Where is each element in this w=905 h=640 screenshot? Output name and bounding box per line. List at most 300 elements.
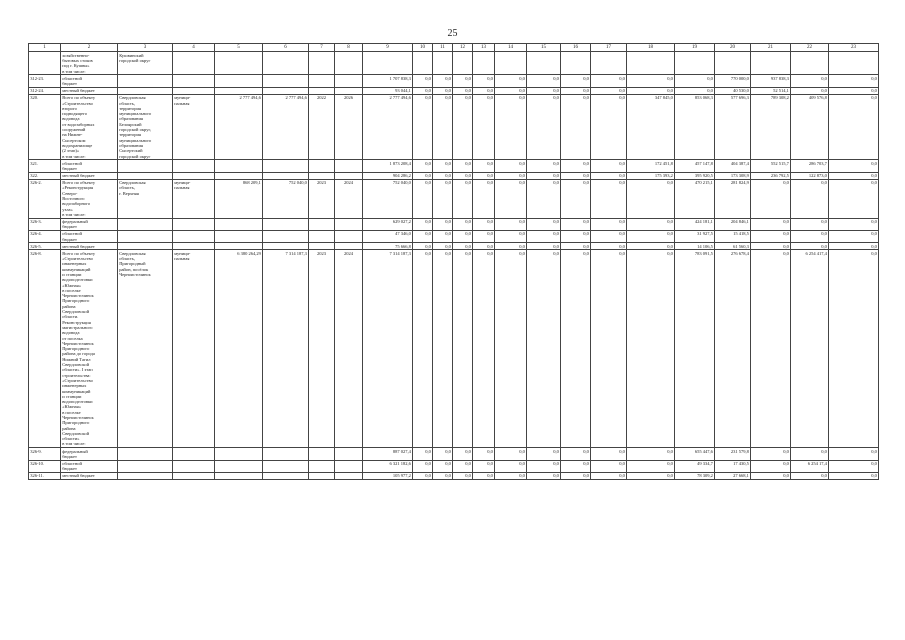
table-cell: 0,0 — [527, 472, 561, 479]
table-cell: 409 576,8 — [791, 94, 829, 159]
table-row — [29, 179, 879, 218]
table-cell: 0,0 — [791, 218, 829, 230]
table-cell: 0,0 — [413, 94, 433, 159]
table-cell: 0,0 — [473, 75, 495, 87]
table-cell: 0,0 — [413, 75, 433, 87]
table-cell: 0,0 — [413, 172, 433, 179]
table-cell: 0,0 — [527, 230, 561, 242]
table-cell: Всего по объекту «Строительство инженерных коммуникаций и станции водоподготовки «Южная» в поселке Черноисточинск Пригородного района Свердловской области. Реконструкция магистрального водовода от поселка Черноисточинск Пригородного района до города Нижний Тагил Свердловской области». I этап строительства: «Строительство инженерных коммуникаций и станции водоподготовки «Южная» в поселке Черноисточинск Пригородного района Свердловской области» в том числе: — [61, 250, 118, 448]
table-cell: 0,0 — [453, 230, 473, 242]
table-cell — [433, 52, 453, 75]
table-cell: 0,0 — [527, 179, 561, 218]
column-header: 8 — [335, 44, 363, 52]
table-cell: 326-4. — [29, 230, 61, 242]
table-cell: 0,0 — [527, 94, 561, 159]
table-cell: 0,0 — [527, 460, 561, 472]
table-cell — [118, 75, 173, 87]
table-cell: 326-11. — [29, 472, 61, 479]
table-cell — [715, 52, 751, 75]
table-cell: 0,0 — [791, 243, 829, 250]
table-cell — [751, 52, 791, 75]
table-cell: 2 777 494,6 — [263, 94, 309, 159]
table-cell — [627, 52, 675, 75]
table-cell: 2023 — [309, 179, 335, 218]
table-cell: 0,0 — [561, 172, 591, 179]
table-cell: 0,0 — [591, 230, 627, 242]
table-cell — [173, 75, 215, 87]
table-cell: местный бюджет — [61, 472, 118, 479]
table-cell: 78 309,2 — [675, 472, 715, 479]
table-cell — [309, 75, 335, 87]
table-cell — [263, 87, 309, 94]
table-cell: 0,0 — [473, 172, 495, 179]
table-cell: 0,0 — [453, 448, 473, 460]
column-header: 22 — [791, 44, 829, 52]
table-cell — [215, 448, 263, 460]
table-cell: 276 678,4 — [715, 250, 751, 448]
table-cell: 15 418,5 — [715, 230, 751, 242]
table-cell: 0,0 — [627, 243, 675, 250]
table-cell: 0,0 — [561, 460, 591, 472]
table-cell: 122 873,0 — [791, 172, 829, 179]
table-cell: 7 314 187,3 — [363, 250, 413, 448]
table-cell — [309, 472, 335, 479]
column-header: 16 — [561, 44, 591, 52]
table-cell: 552 515,7 — [751, 160, 791, 172]
table-cell: Всего по объекту «Реконструкция Северо- Восточного водозаборного узла» в том числе: — [61, 179, 118, 218]
table-cell: 0,0 — [473, 94, 495, 159]
table-cell: 312-23. — [29, 75, 61, 87]
table-cell: 7 314 187,3 — [263, 250, 309, 448]
table-row — [29, 172, 879, 179]
table-cell: 320. — [29, 94, 61, 159]
table-cell: муници- пальная — [173, 179, 215, 218]
table-cell: 0,0 — [473, 87, 495, 94]
table-cell: 0,0 — [627, 218, 675, 230]
table-cell — [118, 472, 173, 479]
table-cell: 40 530,0 — [715, 87, 751, 94]
table-cell: 0,0 — [413, 179, 433, 218]
table-cell: 0,0 — [473, 243, 495, 250]
table-cell — [173, 243, 215, 250]
table-cell: 2024 — [335, 250, 363, 448]
table-cell: 0,0 — [527, 172, 561, 179]
table-cell: 0,0 — [751, 448, 791, 460]
table-cell — [335, 75, 363, 87]
table-cell: 752 040,0 — [363, 179, 413, 218]
table-cell: 0,0 — [527, 448, 561, 460]
table-body — [29, 52, 879, 480]
table-cell: 0,0 — [561, 218, 591, 230]
table-cell: 0,0 — [473, 179, 495, 218]
table-cell — [263, 472, 309, 479]
table-cell: 0,0 — [433, 250, 453, 448]
table-cell: 0,0 — [561, 87, 591, 94]
table-cell — [263, 75, 309, 87]
table-cell — [263, 230, 309, 242]
table-cell — [335, 448, 363, 460]
table-row — [29, 472, 879, 479]
table-cell: 321. — [29, 160, 61, 172]
table-row — [29, 87, 879, 94]
table-cell: 0,0 — [627, 448, 675, 460]
table-cell — [495, 52, 527, 75]
table-cell: 0,0 — [627, 460, 675, 472]
table-cell: муници- пальная — [173, 250, 215, 448]
table-cell: 789 308,2 — [751, 94, 791, 159]
column-header: 15 — [527, 44, 561, 52]
column-header: 11 — [433, 44, 453, 52]
table-cell: 0,0 — [591, 460, 627, 472]
table-cell: 0,0 — [561, 250, 591, 448]
table-cell: 2026 — [335, 94, 363, 159]
table-cell: 2023 — [309, 250, 335, 448]
table-cell: 0,0 — [453, 179, 473, 218]
table-cell: 0,0 — [791, 87, 829, 94]
table-cell: 0,0 — [495, 179, 527, 218]
column-header: 3 — [118, 44, 173, 52]
table-cell: 0,0 — [591, 243, 627, 250]
table-cell: 49 334,7 — [675, 460, 715, 472]
table-cell — [263, 172, 309, 179]
table-cell — [118, 218, 173, 230]
table-cell: 0,0 — [495, 448, 527, 460]
table-cell — [675, 52, 715, 75]
table-cell: 404 387,4 — [715, 160, 751, 172]
table-cell: 2022 — [309, 94, 335, 159]
table-cell: 322. — [29, 172, 61, 179]
table-cell: 0,0 — [473, 160, 495, 172]
table-cell: Свердловская область, Пригородный район, посёлок Черноисточинск — [118, 250, 173, 448]
table-row — [29, 94, 879, 159]
table-cell: Всего по объекту «Строительство второго подводящего водовода от водозаборных сооружений на Нижне- Сысертском водохранилище (2 этап)» в том числе: — [61, 94, 118, 159]
table-cell — [309, 87, 335, 94]
table-cell: 0,0 — [561, 94, 591, 159]
table-cell: 0,0 — [495, 218, 527, 230]
table-cell: 0,0 — [829, 218, 879, 230]
table-cell: 0,0 — [527, 160, 561, 172]
table-cell: 0,0 — [527, 243, 561, 250]
table-cell: 0,0 — [829, 75, 879, 87]
table-cell: 326-3. — [29, 218, 61, 230]
table-cell: 0,0 — [527, 87, 561, 94]
table-cell: 326-5. — [29, 243, 61, 250]
table-cell: муници- пальная — [173, 94, 215, 159]
table-cell: 937 838,3 — [751, 75, 791, 87]
table-row — [29, 52, 879, 75]
table-cell — [335, 160, 363, 172]
table-cell: 0,0 — [591, 179, 627, 218]
table-cell: федеральный бюджет — [61, 448, 118, 460]
page-number: 25 — [447, 28, 458, 39]
column-header: 5 — [215, 44, 263, 52]
table-cell: 0,0 — [751, 250, 791, 448]
table-cell: 0,0 — [791, 448, 829, 460]
table-cell: областной бюджет — [61, 460, 118, 472]
table-cell — [118, 172, 173, 179]
column-header: 17 — [591, 44, 627, 52]
table-cell: 0,0 — [413, 243, 433, 250]
table-cell: 0,0 — [473, 218, 495, 230]
table-cell: 0,0 — [453, 243, 473, 250]
table-cell: 0,0 — [829, 230, 879, 242]
table-cell: 0,0 — [561, 160, 591, 172]
table-cell: 0,0 — [433, 230, 453, 242]
table-cell — [118, 448, 173, 460]
table-cell: 0,0 — [527, 75, 561, 87]
table-cell: 0,0 — [791, 472, 829, 479]
table-cell: Свердловская область, г. Верхняя — [118, 179, 173, 218]
table-cell: Свердловская область, территория муниципального образования Белоярский городской округ, территория муниципального образования Сысертский городской округ — [118, 94, 173, 159]
table-cell: 0,0 — [829, 87, 879, 94]
table-cell: 312-24. — [29, 87, 61, 94]
table-cell — [309, 172, 335, 179]
table-cell: 783 091,5 — [675, 250, 715, 448]
column-header: 9 — [363, 44, 413, 52]
table-cell — [363, 52, 413, 75]
table-row — [29, 160, 879, 172]
table-cell: 0,0 — [591, 87, 627, 94]
table-cell: 0,0 — [413, 460, 433, 472]
table-cell: 0,0 — [751, 460, 791, 472]
table-cell: 0,0 — [527, 250, 561, 448]
table-cell: 0,0 — [453, 218, 473, 230]
table-cell — [829, 52, 879, 75]
table-cell: 0,0 — [561, 179, 591, 218]
table-cell: 286 703,7 — [791, 160, 829, 172]
table-cell — [118, 243, 173, 250]
table-cell — [335, 472, 363, 479]
table-cell — [173, 460, 215, 472]
table-cell — [215, 160, 263, 172]
table-cell: 6 380 264,29 — [215, 250, 263, 448]
column-header: 10 — [413, 44, 433, 52]
table-cell: 887 027,4 — [363, 448, 413, 460]
table-cell: 904 286,2 — [363, 172, 413, 179]
table-cell: хозяйственно- бытовых стоков под г. Кушвы» в том числе: — [61, 52, 118, 75]
table-cell: 0,0 — [829, 94, 879, 159]
table-cell: 0,0 — [627, 87, 675, 94]
column-header: 6 — [263, 44, 309, 52]
table-cell: 0,0 — [433, 75, 453, 87]
table-cell: 0,0 — [453, 250, 473, 448]
table-cell: 395 920,5 — [675, 172, 715, 179]
table-cell — [591, 52, 627, 75]
table-cell — [263, 243, 309, 250]
table-cell — [215, 52, 263, 75]
table-cell — [118, 160, 173, 172]
table-cell: 0,0 — [591, 94, 627, 159]
table-cell: 0,0 — [433, 243, 453, 250]
table-cell — [29, 52, 61, 75]
table-cell: 0,0 — [495, 460, 527, 472]
table-cell: 0,0 — [591, 172, 627, 179]
table-cell — [215, 472, 263, 479]
table-cell: 326-10. — [29, 460, 61, 472]
table-cell — [309, 230, 335, 242]
table-cell: 0,0 — [473, 460, 495, 472]
table-cell: 0,0 — [413, 87, 433, 94]
table-cell: 0,0 — [453, 75, 473, 87]
table-cell — [413, 52, 433, 75]
table-cell: 853 068,3 — [675, 94, 715, 159]
column-header: 1 — [29, 44, 61, 52]
table-cell: 0,0 — [791, 179, 829, 218]
table-cell: 770 000,0 — [715, 75, 751, 87]
table-cell: областной бюджет — [61, 230, 118, 242]
column-header: 20 — [715, 44, 751, 52]
table-cell: 0,0 — [473, 472, 495, 479]
table-cell: 0,0 — [433, 179, 453, 218]
table-cell: 326-8. — [29, 250, 61, 448]
table-cell: 0,0 — [413, 472, 433, 479]
table-cell — [118, 230, 173, 242]
table-cell — [215, 230, 263, 242]
table-cell: 0,0 — [413, 218, 433, 230]
table-cell: 0,0 — [495, 94, 527, 159]
table-cell: 6 254 417,4 — [791, 250, 829, 448]
table-cell: 0,0 — [591, 448, 627, 460]
table-cell: 61 560,3 — [715, 243, 751, 250]
table-row — [29, 448, 879, 460]
table-cell: 0,0 — [413, 250, 433, 448]
table-cell: 0,0 — [561, 243, 591, 250]
table-cell: 0,0 — [829, 250, 879, 448]
table-cell — [215, 87, 263, 94]
table-cell: 6 321 182,6 — [363, 460, 413, 472]
table-row — [29, 230, 879, 242]
table-cell: 868 209,1 — [215, 179, 263, 218]
table-cell: 17 430,5 — [715, 460, 751, 472]
table-cell: 1 707 838,3 — [363, 75, 413, 87]
table-cell: федеральный бюджет — [61, 218, 118, 230]
table-cell: 0,0 — [561, 448, 591, 460]
table-cell — [173, 230, 215, 242]
table-cell: 0,0 — [433, 448, 453, 460]
table-cell: 0,0 — [627, 179, 675, 218]
table-cell — [335, 172, 363, 179]
column-header: 23 — [829, 44, 879, 52]
table-cell — [263, 448, 309, 460]
table-cell: 281 824,9 — [715, 179, 751, 218]
table-cell — [309, 52, 335, 75]
table-cell: 2 777 494,6 — [363, 94, 413, 159]
table-cell: 0,0 — [453, 472, 473, 479]
table-row — [29, 250, 879, 448]
table-cell: 47 346,0 — [363, 230, 413, 242]
table-cell: 655 447,6 — [675, 448, 715, 460]
table-cell: 0,0 — [433, 460, 453, 472]
table-cell — [118, 87, 173, 94]
table-cell — [309, 460, 335, 472]
table-cell: 424 181,1 — [675, 218, 715, 230]
table-cell: 577 696,3 — [715, 94, 751, 159]
table-cell: 0,0 — [591, 160, 627, 172]
table-cell: 0,0 — [495, 243, 527, 250]
table-cell: 752 040,0 — [263, 179, 309, 218]
table-cell: 105 977,2 — [363, 472, 413, 479]
table-cell: 0,0 — [495, 472, 527, 479]
table-cell: 0,0 — [433, 218, 453, 230]
table-cell: 0,0 — [495, 250, 527, 448]
table-cell — [263, 218, 309, 230]
table-cell: 0,0 — [751, 230, 791, 242]
table-cell — [215, 218, 263, 230]
table-cell: 0,0 — [453, 87, 473, 94]
column-header: 4 — [173, 44, 215, 52]
table-cell: 0,0 — [829, 472, 879, 479]
table-cell: 0,0 — [829, 172, 879, 179]
table-cell — [335, 218, 363, 230]
table-cell: 0,0 — [433, 472, 453, 479]
table-cell — [173, 52, 215, 75]
table-row — [29, 460, 879, 472]
table-cell: 0,0 — [473, 230, 495, 242]
table-cell — [527, 52, 561, 75]
table-cell: 0,0 — [829, 160, 879, 172]
table-cell: 0,0 — [627, 250, 675, 448]
table-cell: областной бюджет — [61, 75, 118, 87]
table-cell: 93 044,1 — [363, 87, 413, 94]
table-cell — [173, 160, 215, 172]
table-cell: 347 845,0 — [627, 94, 675, 159]
table-cell — [263, 52, 309, 75]
table-cell — [561, 52, 591, 75]
table-cell: 173 308,9 — [715, 172, 751, 179]
table-cell: 0,0 — [627, 472, 675, 479]
column-header: 2 — [61, 44, 118, 52]
table-cell — [215, 172, 263, 179]
table-cell: 0,0 — [473, 448, 495, 460]
table-cell: 0,0 — [495, 160, 527, 172]
table-row — [29, 243, 879, 250]
table-cell: 0,0 — [627, 230, 675, 242]
table-cell: 0,0 — [495, 230, 527, 242]
table-cell: 2 777 494,6 — [215, 94, 263, 159]
table-cell: 0,0 — [453, 172, 473, 179]
table-cell — [309, 218, 335, 230]
table-cell: местный бюджет — [61, 172, 118, 179]
table-cell: 27 668,1 — [715, 472, 751, 479]
table-cell: 0,0 — [751, 472, 791, 479]
table-cell: 0,0 — [675, 87, 715, 94]
table-cell — [309, 243, 335, 250]
table-cell — [309, 448, 335, 460]
table-cell: областной бюджет — [61, 160, 118, 172]
column-header: 19 — [675, 44, 715, 52]
table-cell — [335, 52, 363, 75]
table-cell — [453, 52, 473, 75]
table-cell: Кушвинский городской округ — [118, 52, 173, 75]
table-cell: 0,0 — [433, 87, 453, 94]
table-cell — [173, 448, 215, 460]
table-cell: 0,0 — [591, 75, 627, 87]
table-cell — [335, 87, 363, 94]
table-cell: 0,0 — [495, 75, 527, 87]
table-cell: 0,0 — [791, 75, 829, 87]
column-header: 12 — [453, 44, 473, 52]
table-cell — [335, 230, 363, 242]
table-cell: 0,0 — [413, 160, 433, 172]
table-cell — [335, 243, 363, 250]
table-cell — [263, 460, 309, 472]
table-cell: 1 873 208,4 — [363, 160, 413, 172]
table-cell: местный бюджет — [61, 87, 118, 94]
table-cell — [791, 52, 829, 75]
table-cell: 629 027,2 — [363, 218, 413, 230]
column-header: 14 — [495, 44, 527, 52]
table-cell: 0,0 — [751, 218, 791, 230]
